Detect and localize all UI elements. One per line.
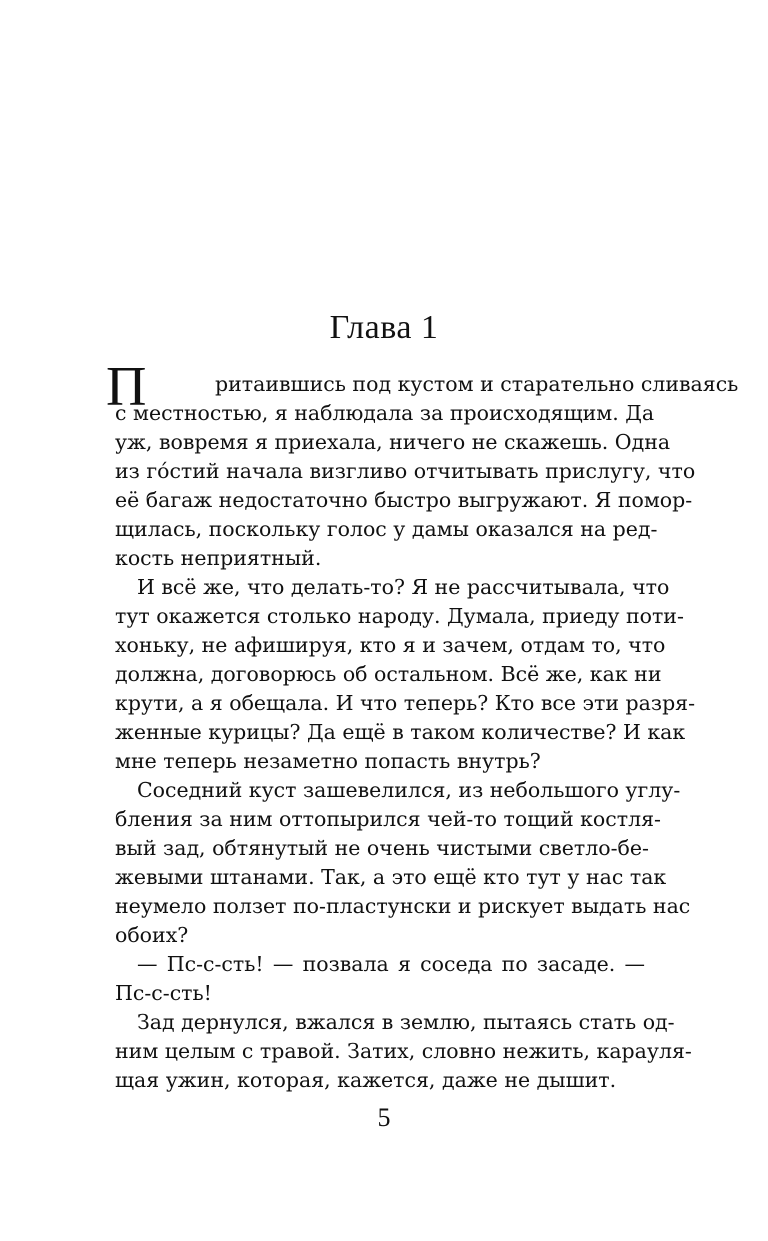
- paragraph-2-line: И всё же, что делать-то? Я не рассчитывала, что: [137, 575, 670, 599]
- drop-cap: П: [106, 356, 147, 418]
- paragraph-3-line: жевыми штанами. Так, а это ещё кто тут у нас так: [115, 865, 667, 889]
- paragraph-3-line: бления за ним оттопырился чей-то тощий костля-: [115, 807, 661, 831]
- paragraph-3-line: вый зад, обтянутый не очень чистыми светло-бе-: [115, 836, 649, 860]
- paragraph-1-line: из го́стий начала визгливо отчитывать прислугу, что: [115, 459, 696, 483]
- paragraph-2-line: женные курицы? Да ещё в таком количестве? И как: [115, 720, 686, 744]
- chapter-title: Глава 1: [329, 309, 439, 346]
- paragraph-4-line: Пс-с-сть!: [115, 981, 212, 1005]
- paragraph-5-line: ним целым с травой. Затих, словно нежить, карауля-: [115, 1039, 692, 1063]
- paragraph-3-line: Соседний куст зашевелился, из небольшого углу-: [137, 778, 681, 802]
- paragraph-1-line: кость неприятный.: [115, 546, 322, 570]
- body-text: [106, 356, 739, 1095]
- paragraph-3-line: обоих?: [115, 923, 189, 947]
- paragraph-3-line: неумело ползет по-пластунски и рискует выдать нас: [115, 894, 691, 918]
- paragraph-1-line: щилась, поскольку голос у дамы оказался на ред-: [115, 517, 658, 541]
- paragraph-5-line: щая ужин, которая, кажется, даже не дышит.: [115, 1068, 617, 1092]
- paragraph-4-line: — Пс-с-сть! — позвала я соседа по засаде. —: [137, 952, 645, 976]
- paragraph-2-line: хоньку, не афишируя, кто я и зачем, отдам то, что: [115, 633, 666, 657]
- paragraph-1-line: её багаж недостаточно быстро выгружают. Я помор-: [115, 488, 693, 512]
- paragraph-1-line: с местностью, я наблюдала за происходящим. Да: [115, 401, 655, 425]
- paragraph-2-line: должна, договорюсь об остальном. Всё же, как ни: [115, 662, 662, 686]
- paragraph-5-line: Зад дернулся, вжался в землю, пытаясь стать од-: [137, 1010, 675, 1034]
- paragraph-1-line: уж, вовремя я приехала, ничего не скажешь. Одна: [115, 430, 671, 454]
- paragraph-text: ритаившись под кустом и старательно сливаясь: [215, 372, 739, 396]
- paragraph-2-line: крути, а я обещала. И что теперь? Кто все эти разря-: [115, 691, 696, 715]
- page-number: 5: [377, 1103, 391, 1132]
- paragraph-2-line: тут окажется столько народу. Думала, приеду поти-: [115, 604, 684, 628]
- paragraph-2-line: мне теперь незаметно попасть внутрь?: [115, 749, 541, 773]
